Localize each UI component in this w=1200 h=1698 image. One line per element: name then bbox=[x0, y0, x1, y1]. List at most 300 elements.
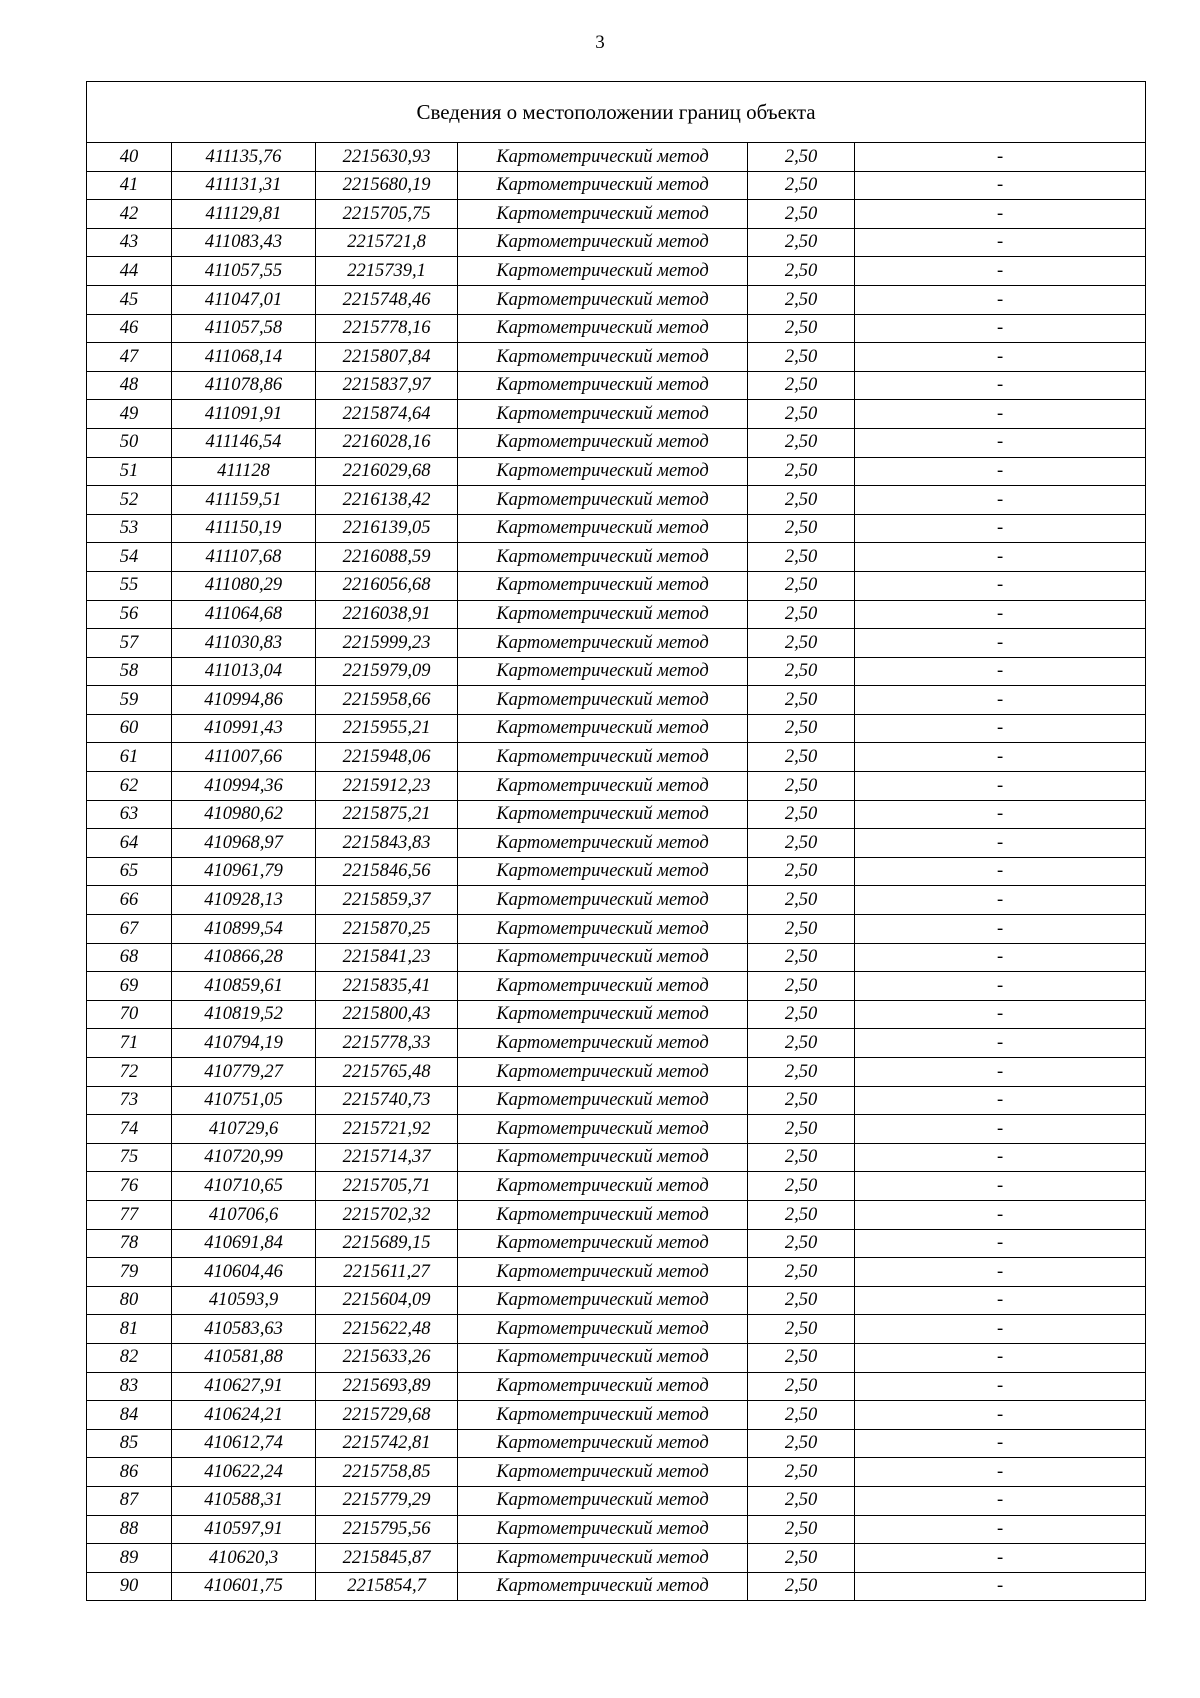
y-coordinate-cell: 2215979,09 bbox=[316, 657, 458, 686]
method-cell: Картометрический метод bbox=[458, 428, 748, 457]
description-cell: - bbox=[855, 571, 1146, 600]
point-number-cell: 46 bbox=[87, 314, 172, 343]
method-cell: Картометрический метод bbox=[458, 200, 748, 229]
method-cell: Картометрический метод bbox=[458, 600, 748, 629]
point-number-cell: 80 bbox=[87, 1286, 172, 1315]
method-cell: Картометрический метод bbox=[458, 1544, 748, 1573]
table-row bbox=[87, 1343, 1146, 1372]
table-row bbox=[87, 1458, 1146, 1487]
table-row bbox=[87, 1572, 1146, 1601]
table-row bbox=[87, 743, 1146, 772]
x-coordinate-cell: 410859,61 bbox=[172, 972, 316, 1001]
method-cell: Картометрический метод bbox=[458, 1458, 748, 1487]
y-coordinate-cell: 2215721,92 bbox=[316, 1115, 458, 1144]
method-cell: Картометрический метод bbox=[458, 1572, 748, 1601]
method-cell: Картометрический метод bbox=[458, 972, 748, 1001]
method-cell: Картометрический метод bbox=[458, 371, 748, 400]
x-coordinate-cell: 410627,91 bbox=[172, 1372, 316, 1401]
method-cell: Картометрический метод bbox=[458, 1172, 748, 1201]
x-coordinate-cell: 411107,68 bbox=[172, 543, 316, 572]
accuracy-cell: 2,50 bbox=[748, 1343, 855, 1372]
point-number-cell: 54 bbox=[87, 543, 172, 572]
accuracy-cell: 2,50 bbox=[748, 743, 855, 772]
method-cell: Картометрический метод bbox=[458, 772, 748, 801]
point-number-cell: 63 bbox=[87, 800, 172, 829]
point-number-cell: 71 bbox=[87, 1029, 172, 1058]
y-coordinate-cell: 2215874,64 bbox=[316, 400, 458, 429]
point-number-cell: 44 bbox=[87, 257, 172, 286]
x-coordinate-cell: 410794,19 bbox=[172, 1029, 316, 1058]
description-cell: - bbox=[855, 1401, 1146, 1430]
description-cell: - bbox=[855, 943, 1146, 972]
method-cell: Картометрический метод bbox=[458, 657, 748, 686]
y-coordinate-cell: 2215859,37 bbox=[316, 886, 458, 915]
x-coordinate-cell: 410991,43 bbox=[172, 714, 316, 743]
accuracy-cell: 2,50 bbox=[748, 600, 855, 629]
y-coordinate-cell: 2215721,8 bbox=[316, 228, 458, 257]
x-coordinate-cell: 410601,75 bbox=[172, 1572, 316, 1601]
method-cell: Картометрический метод bbox=[458, 1401, 748, 1430]
point-number-cell: 52 bbox=[87, 486, 172, 515]
accuracy-cell: 2,50 bbox=[748, 1458, 855, 1487]
table-row bbox=[87, 343, 1146, 372]
y-coordinate-cell: 2215999,23 bbox=[316, 629, 458, 658]
method-cell: Картометрический метод bbox=[458, 1486, 748, 1515]
point-number-cell: 76 bbox=[87, 1172, 172, 1201]
table-row bbox=[87, 1000, 1146, 1029]
point-number-cell: 59 bbox=[87, 686, 172, 715]
description-cell: - bbox=[855, 743, 1146, 772]
method-cell: Картометрический метод bbox=[458, 285, 748, 314]
point-number-cell: 49 bbox=[87, 400, 172, 429]
accuracy-cell: 2,50 bbox=[748, 657, 855, 686]
x-coordinate-cell: 410583,63 bbox=[172, 1315, 316, 1344]
description-cell: - bbox=[855, 486, 1146, 515]
x-coordinate-cell: 411091,91 bbox=[172, 400, 316, 429]
description-cell: - bbox=[855, 1343, 1146, 1372]
y-coordinate-cell: 2215705,71 bbox=[316, 1172, 458, 1201]
x-coordinate-cell: 411128 bbox=[172, 457, 316, 486]
point-number-cell: 60 bbox=[87, 714, 172, 743]
y-coordinate-cell: 2215758,85 bbox=[316, 1458, 458, 1487]
x-coordinate-cell: 410928,13 bbox=[172, 886, 316, 915]
y-coordinate-cell: 2215779,29 bbox=[316, 1486, 458, 1515]
y-coordinate-cell: 2215845,87 bbox=[316, 1544, 458, 1573]
y-coordinate-cell: 2216088,59 bbox=[316, 543, 458, 572]
x-coordinate-cell: 410588,31 bbox=[172, 1486, 316, 1515]
table-row bbox=[87, 686, 1146, 715]
accuracy-cell: 2,50 bbox=[748, 514, 855, 543]
point-number-cell: 56 bbox=[87, 600, 172, 629]
y-coordinate-cell: 2215705,75 bbox=[316, 200, 458, 229]
description-cell: - bbox=[855, 714, 1146, 743]
description-cell: - bbox=[855, 428, 1146, 457]
method-cell: Картометрический метод bbox=[458, 886, 748, 915]
description-cell: - bbox=[855, 1229, 1146, 1258]
table-row bbox=[87, 371, 1146, 400]
x-coordinate-cell: 411013,04 bbox=[172, 657, 316, 686]
method-cell: Картометрический метод bbox=[458, 1143, 748, 1172]
method-cell: Картометрический метод bbox=[458, 943, 748, 972]
x-coordinate-cell: 410604,46 bbox=[172, 1258, 316, 1287]
x-coordinate-cell: 410779,27 bbox=[172, 1058, 316, 1087]
method-cell: Картометрический метод bbox=[458, 686, 748, 715]
y-coordinate-cell: 2215800,43 bbox=[316, 1000, 458, 1029]
method-cell: Картометрический метод bbox=[458, 829, 748, 858]
y-coordinate-cell: 2215870,25 bbox=[316, 915, 458, 944]
table-row bbox=[87, 1229, 1146, 1258]
accuracy-cell: 2,50 bbox=[748, 1429, 855, 1458]
table-row bbox=[87, 1401, 1146, 1430]
method-cell: Картометрический метод bbox=[458, 714, 748, 743]
y-coordinate-cell: 2216029,68 bbox=[316, 457, 458, 486]
x-coordinate-cell: 410819,52 bbox=[172, 1000, 316, 1029]
y-coordinate-cell: 2215841,23 bbox=[316, 943, 458, 972]
y-coordinate-cell: 2215633,26 bbox=[316, 1343, 458, 1372]
accuracy-cell: 2,50 bbox=[748, 257, 855, 286]
x-coordinate-cell: 411047,01 bbox=[172, 285, 316, 314]
table-row bbox=[87, 1029, 1146, 1058]
x-coordinate-cell: 410710,65 bbox=[172, 1172, 316, 1201]
description-cell: - bbox=[855, 657, 1146, 686]
x-coordinate-cell: 411057,58 bbox=[172, 314, 316, 343]
method-cell: Картометрический метод bbox=[458, 1429, 748, 1458]
x-coordinate-cell: 410597,91 bbox=[172, 1515, 316, 1544]
point-number-cell: 90 bbox=[87, 1572, 172, 1601]
accuracy-cell: 2,50 bbox=[748, 800, 855, 829]
description-cell: - bbox=[855, 800, 1146, 829]
table-row bbox=[87, 514, 1146, 543]
description-cell: - bbox=[855, 1143, 1146, 1172]
accuracy-cell: 2,50 bbox=[748, 1258, 855, 1287]
description-cell: - bbox=[855, 629, 1146, 658]
point-number-cell: 68 bbox=[87, 943, 172, 972]
y-coordinate-cell: 2215778,16 bbox=[316, 314, 458, 343]
y-coordinate-cell: 2215765,48 bbox=[316, 1058, 458, 1087]
accuracy-cell: 2,50 bbox=[748, 1515, 855, 1544]
x-coordinate-cell: 410751,05 bbox=[172, 1086, 316, 1115]
y-coordinate-cell: 2215846,56 bbox=[316, 857, 458, 886]
accuracy-cell: 2,50 bbox=[748, 1486, 855, 1515]
point-number-cell: 81 bbox=[87, 1315, 172, 1344]
method-cell: Картометрический метод bbox=[458, 800, 748, 829]
method-cell: Картометрический метод bbox=[458, 1000, 748, 1029]
description-cell: - bbox=[855, 857, 1146, 886]
point-number-cell: 61 bbox=[87, 743, 172, 772]
y-coordinate-cell: 2215693,89 bbox=[316, 1372, 458, 1401]
description-cell: - bbox=[855, 1458, 1146, 1487]
method-cell: Картометрический метод bbox=[458, 457, 748, 486]
description-cell: - bbox=[855, 1258, 1146, 1287]
point-number-cell: 86 bbox=[87, 1458, 172, 1487]
table-row bbox=[87, 285, 1146, 314]
description-cell: - bbox=[855, 1372, 1146, 1401]
table-row bbox=[87, 772, 1146, 801]
method-cell: Картометрический метод bbox=[458, 1058, 748, 1087]
method-cell: Картометрический метод bbox=[458, 228, 748, 257]
x-coordinate-cell: 410593,9 bbox=[172, 1286, 316, 1315]
description-cell: - bbox=[855, 285, 1146, 314]
method-cell: Картометрический метод bbox=[458, 629, 748, 658]
accuracy-cell: 2,50 bbox=[748, 1172, 855, 1201]
description-cell: - bbox=[855, 1286, 1146, 1315]
x-coordinate-cell: 411078,86 bbox=[172, 371, 316, 400]
x-coordinate-cell: 411083,43 bbox=[172, 228, 316, 257]
point-number-cell: 51 bbox=[87, 457, 172, 486]
y-coordinate-cell: 2215748,46 bbox=[316, 285, 458, 314]
accuracy-cell: 2,50 bbox=[748, 285, 855, 314]
point-number-cell: 57 bbox=[87, 629, 172, 658]
x-coordinate-cell: 410624,21 bbox=[172, 1401, 316, 1430]
y-coordinate-cell: 2215702,32 bbox=[316, 1200, 458, 1229]
point-number-cell: 40 bbox=[87, 143, 172, 172]
table-row bbox=[87, 1058, 1146, 1087]
x-coordinate-cell: 410620,3 bbox=[172, 1544, 316, 1573]
table-row bbox=[87, 257, 1146, 286]
accuracy-cell: 2,50 bbox=[748, 829, 855, 858]
x-coordinate-cell: 411007,66 bbox=[172, 743, 316, 772]
method-cell: Картометрический метод bbox=[458, 314, 748, 343]
accuracy-cell: 2,50 bbox=[748, 571, 855, 600]
point-number-cell: 41 bbox=[87, 171, 172, 200]
method-cell: Картометрический метод bbox=[458, 257, 748, 286]
y-coordinate-cell: 2215854,7 bbox=[316, 1572, 458, 1601]
table-row bbox=[87, 1486, 1146, 1515]
y-coordinate-cell: 2215778,33 bbox=[316, 1029, 458, 1058]
description-cell: - bbox=[855, 829, 1146, 858]
point-number-cell: 88 bbox=[87, 1515, 172, 1544]
table-row bbox=[87, 1372, 1146, 1401]
point-number-cell: 48 bbox=[87, 371, 172, 400]
method-cell: Картометрический метод bbox=[458, 743, 748, 772]
x-coordinate-cell: 410706,6 bbox=[172, 1200, 316, 1229]
table-row bbox=[87, 629, 1146, 658]
description-cell: - bbox=[855, 1315, 1146, 1344]
accuracy-cell: 2,50 bbox=[748, 1200, 855, 1229]
method-cell: Картометрический метод bbox=[458, 571, 748, 600]
method-cell: Картометрический метод bbox=[458, 1029, 748, 1058]
y-coordinate-cell: 2215689,15 bbox=[316, 1229, 458, 1258]
point-number-cell: 78 bbox=[87, 1229, 172, 1258]
table-row bbox=[87, 1172, 1146, 1201]
accuracy-cell: 2,50 bbox=[748, 1086, 855, 1115]
table-row bbox=[87, 857, 1146, 886]
accuracy-cell: 2,50 bbox=[748, 543, 855, 572]
description-cell: - bbox=[855, 772, 1146, 801]
description-cell: - bbox=[855, 1486, 1146, 1515]
table-row bbox=[87, 1286, 1146, 1315]
y-coordinate-cell: 2215714,37 bbox=[316, 1143, 458, 1172]
x-coordinate-cell: 410581,88 bbox=[172, 1343, 316, 1372]
x-coordinate-cell: 410729,6 bbox=[172, 1115, 316, 1144]
description-cell: - bbox=[855, 228, 1146, 257]
table-row bbox=[87, 657, 1146, 686]
method-cell: Картометрический метод bbox=[458, 486, 748, 515]
accuracy-cell: 2,50 bbox=[748, 171, 855, 200]
method-cell: Картометрический метод bbox=[458, 1315, 748, 1344]
accuracy-cell: 2,50 bbox=[748, 143, 855, 172]
table-row bbox=[87, 228, 1146, 257]
description-cell: - bbox=[855, 1544, 1146, 1573]
accuracy-cell: 2,50 bbox=[748, 1115, 855, 1144]
accuracy-cell: 2,50 bbox=[748, 428, 855, 457]
table-row bbox=[87, 1200, 1146, 1229]
point-number-cell: 50 bbox=[87, 428, 172, 457]
description-cell: - bbox=[855, 343, 1146, 372]
x-coordinate-cell: 410994,86 bbox=[172, 686, 316, 715]
accuracy-cell: 2,50 bbox=[748, 972, 855, 1001]
x-coordinate-cell: 411135,76 bbox=[172, 143, 316, 172]
x-coordinate-cell: 411080,29 bbox=[172, 571, 316, 600]
table-row bbox=[87, 200, 1146, 229]
table-row bbox=[87, 886, 1146, 915]
accuracy-cell: 2,50 bbox=[748, 943, 855, 972]
table-row bbox=[87, 829, 1146, 858]
method-cell: Картометрический метод bbox=[458, 343, 748, 372]
accuracy-cell: 2,50 bbox=[748, 228, 855, 257]
table-row bbox=[87, 571, 1146, 600]
point-number-cell: 73 bbox=[87, 1086, 172, 1115]
x-coordinate-cell: 411146,54 bbox=[172, 428, 316, 457]
accuracy-cell: 2,50 bbox=[748, 886, 855, 915]
y-coordinate-cell: 2215630,93 bbox=[316, 143, 458, 172]
table-row bbox=[87, 1429, 1146, 1458]
accuracy-cell: 2,50 bbox=[748, 1029, 855, 1058]
point-number-cell: 85 bbox=[87, 1429, 172, 1458]
description-cell: - bbox=[855, 1200, 1146, 1229]
description-cell: - bbox=[855, 1429, 1146, 1458]
point-number-cell: 87 bbox=[87, 1486, 172, 1515]
accuracy-cell: 2,50 bbox=[748, 1401, 855, 1430]
point-number-cell: 58 bbox=[87, 657, 172, 686]
point-number-cell: 83 bbox=[87, 1372, 172, 1401]
y-coordinate-cell: 2215729,68 bbox=[316, 1401, 458, 1430]
method-cell: Картометрический метод bbox=[458, 1515, 748, 1544]
method-cell: Картометрический метод bbox=[458, 514, 748, 543]
y-coordinate-cell: 2215740,73 bbox=[316, 1086, 458, 1115]
description-cell: - bbox=[855, 143, 1146, 172]
method-cell: Картометрический метод bbox=[458, 857, 748, 886]
method-cell: Картометрический метод bbox=[458, 543, 748, 572]
description-cell: - bbox=[855, 1086, 1146, 1115]
x-coordinate-cell: 410866,28 bbox=[172, 943, 316, 972]
point-number-cell: 64 bbox=[87, 829, 172, 858]
table-row bbox=[87, 543, 1146, 572]
description-cell: - bbox=[855, 314, 1146, 343]
point-number-cell: 43 bbox=[87, 228, 172, 257]
table-row bbox=[87, 171, 1146, 200]
point-number-cell: 84 bbox=[87, 1401, 172, 1430]
y-coordinate-cell: 2215835,41 bbox=[316, 972, 458, 1001]
table-row bbox=[87, 943, 1146, 972]
description-cell: - bbox=[855, 1058, 1146, 1087]
point-number-cell: 72 bbox=[87, 1058, 172, 1087]
table-row bbox=[87, 1258, 1146, 1287]
method-cell: Картометрический метод bbox=[458, 171, 748, 200]
accuracy-cell: 2,50 bbox=[748, 686, 855, 715]
table-row bbox=[87, 428, 1146, 457]
description-cell: - bbox=[855, 1115, 1146, 1144]
description-cell: - bbox=[855, 1572, 1146, 1601]
table-title: Сведения о местоположении границ объекта bbox=[87, 82, 1146, 143]
method-cell: Картометрический метод bbox=[458, 915, 748, 944]
x-coordinate-cell: 410612,74 bbox=[172, 1429, 316, 1458]
x-coordinate-cell: 410622,24 bbox=[172, 1458, 316, 1487]
point-number-cell: 75 bbox=[87, 1143, 172, 1172]
y-coordinate-cell: 2216139,05 bbox=[316, 514, 458, 543]
x-coordinate-cell: 411131,31 bbox=[172, 171, 316, 200]
accuracy-cell: 2,50 bbox=[748, 343, 855, 372]
x-coordinate-cell: 411057,55 bbox=[172, 257, 316, 286]
description-cell: - bbox=[855, 371, 1146, 400]
accuracy-cell: 2,50 bbox=[748, 400, 855, 429]
y-coordinate-cell: 2216056,68 bbox=[316, 571, 458, 600]
method-cell: Картометрический метод bbox=[458, 1258, 748, 1287]
description-cell: - bbox=[855, 171, 1146, 200]
y-coordinate-cell: 2215604,09 bbox=[316, 1286, 458, 1315]
method-cell: Картометрический метод bbox=[458, 1200, 748, 1229]
description-cell: - bbox=[855, 972, 1146, 1001]
y-coordinate-cell: 2215955,21 bbox=[316, 714, 458, 743]
description-cell: - bbox=[855, 1029, 1146, 1058]
accuracy-cell: 2,50 bbox=[748, 1286, 855, 1315]
accuracy-cell: 2,50 bbox=[748, 772, 855, 801]
description-cell: - bbox=[855, 400, 1146, 429]
point-number-cell: 67 bbox=[87, 915, 172, 944]
description-cell: - bbox=[855, 1000, 1146, 1029]
x-coordinate-cell: 411159,51 bbox=[172, 486, 316, 515]
y-coordinate-cell: 2215875,21 bbox=[316, 800, 458, 829]
point-number-cell: 65 bbox=[87, 857, 172, 886]
accuracy-cell: 2,50 bbox=[748, 1143, 855, 1172]
y-coordinate-cell: 2215795,56 bbox=[316, 1515, 458, 1544]
accuracy-cell: 2,50 bbox=[748, 457, 855, 486]
y-coordinate-cell: 2215739,1 bbox=[316, 257, 458, 286]
accuracy-cell: 2,50 bbox=[748, 915, 855, 944]
point-number-cell: 89 bbox=[87, 1544, 172, 1573]
description-cell: - bbox=[855, 686, 1146, 715]
x-coordinate-cell: 411129,81 bbox=[172, 200, 316, 229]
boundary-coordinates-table bbox=[86, 81, 1146, 1601]
point-number-cell: 70 bbox=[87, 1000, 172, 1029]
accuracy-cell: 2,50 bbox=[748, 1000, 855, 1029]
x-coordinate-cell: 410691,84 bbox=[172, 1229, 316, 1258]
y-coordinate-cell: 2215622,48 bbox=[316, 1315, 458, 1344]
point-number-cell: 45 bbox=[87, 285, 172, 314]
x-coordinate-cell: 410980,62 bbox=[172, 800, 316, 829]
description-cell: - bbox=[855, 200, 1146, 229]
table-row bbox=[87, 972, 1146, 1001]
accuracy-cell: 2,50 bbox=[748, 486, 855, 515]
method-cell: Картометрический метод bbox=[458, 1343, 748, 1372]
table-row bbox=[87, 457, 1146, 486]
description-cell: - bbox=[855, 1515, 1146, 1544]
table-header-row bbox=[87, 82, 1146, 143]
y-coordinate-cell: 2215807,84 bbox=[316, 343, 458, 372]
x-coordinate-cell: 411030,83 bbox=[172, 629, 316, 658]
y-coordinate-cell: 2215958,66 bbox=[316, 686, 458, 715]
accuracy-cell: 2,50 bbox=[748, 629, 855, 658]
point-number-cell: 69 bbox=[87, 972, 172, 1001]
point-number-cell: 66 bbox=[87, 886, 172, 915]
method-cell: Картометрический метод bbox=[458, 1372, 748, 1401]
method-cell: Картометрический метод bbox=[458, 400, 748, 429]
y-coordinate-cell: 2215948,06 bbox=[316, 743, 458, 772]
y-coordinate-cell: 2215843,83 bbox=[316, 829, 458, 858]
point-number-cell: 77 bbox=[87, 1200, 172, 1229]
accuracy-cell: 2,50 bbox=[748, 314, 855, 343]
y-coordinate-cell: 2216038,91 bbox=[316, 600, 458, 629]
